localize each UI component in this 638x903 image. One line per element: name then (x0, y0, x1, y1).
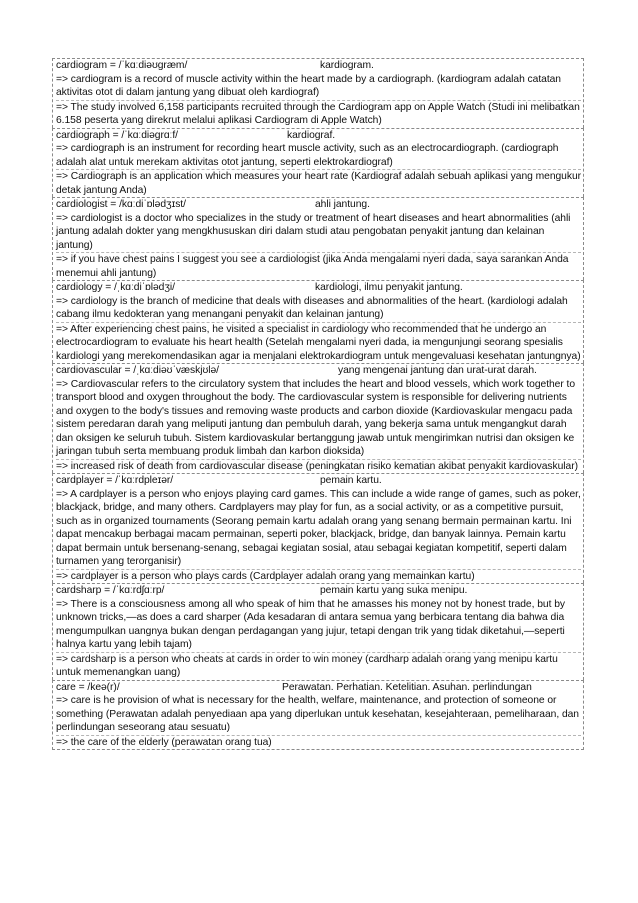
entry-example: => cardiograph is an instrument for recording heart muscle activity, such as an electrocardiograph. (cardiograph adalah alat untuk merekam aktivitas otot jantung, seperti elektrokardiograf) (56, 143, 559, 168)
entry-example: => Cardiograph is an application which measures your heart rate (Kardiograf adalah sebuah aplikasi yang mengukur detak jantung Anda) (56, 171, 582, 196)
entry-example: => cardiologist is a doctor who specializes in the study or treatment of heart diseases and heart abnormalities (ahli jantung adalah dokter yang mengkhususkan diri dalam studi atau pengobatan penyakit jantung dan kelainan jantung) (56, 212, 571, 251)
entry-example: => cardiology is the branch of medicine that deals with diseases and abnormalities of the heart. (kardiologi adalah cabang ilmu kedokteran yang menangani penyakit dan kelainan jantung) (56, 295, 568, 320)
entry-header (56, 198, 581, 212)
entry-term: cardsharp = /ˈkɑːrdʃɑːrp/ (56, 585, 165, 596)
entry-meaning: ahli jantung. (315, 199, 370, 210)
dictionary-entry (52, 680, 584, 751)
entry-header (56, 129, 581, 143)
entry-example: => the care of the elderly (perawatan orang tua) (56, 735, 581, 750)
entry-term: cardiology = /ˌkɑːdiˈɒlədʒi/ (56, 282, 175, 293)
entry-term: cardiologist = /kɑːdiˈɒlədʒɪst/ (56, 199, 186, 210)
dictionary-entry (52, 197, 584, 280)
dictionary-entry (52, 583, 584, 680)
entry-example: => care is he provision of what is necessary for the health, welfare, maintenance, and protection of someone or something (Perawatan adalah penyediaan apa yang diperlukan untuk kesehatan, kesejahteraan, pemeliharaan, dan perlindungan seseorang atau sesuatu) (56, 695, 579, 733)
entry-example: => A cardplayer is a person who enjoys playing card games. This can include a wide range of games, such as poker, blackjack, bridge, and many others. Cardplayers may play for fun, as a social activity, or as a competitive pursuit, such as in organized tournaments (Seorang pemain kartu adalah orang yang senang bermain permainan kartu. Ini dapat mencakup berbagai macam permainan, seperti poker, blackjack, bridge, dan banyak lainnya. Pemain kartu dapat bermain untuk bersenang-senang, sebagai kegiatan sosial, atau sebagai kegiatan kompetitif, seperti dalam turnamen yang terorganisir) (56, 488, 581, 567)
entry-example: => After experiencing chest pains, he visited a specialist in cardiology who recommended that he undergo an electrocardiogram to evaluate his heart health (Setelah mengalami nyeri dada, ia mengunjungi seorang spesialis kardiologi yang merekomendasikan agar ia menjalani elektrokardiogram untuk mengevaluasi kesehatan jantungnya) (56, 323, 581, 362)
dictionary-entry (52, 58, 584, 128)
dictionary-entry (52, 473, 584, 583)
dictionary-entry (52, 363, 584, 473)
entry-example: => There is a consciousness among all who speak of him that he amasses his money not by honest trade, but by unknown tricks,—as does a card sharper (Ada kesadaran di antara semua yang berbicara tentang dia bahwa dia mengumpulkan uangnya bukan dengan perdagangan yang jujur, tetapi dengan trik yang tidak diketahui,—seperti halnya kartu yang lebih tajam) (56, 598, 565, 650)
entry-meaning: kardiologi, ilmu penyakit jantung. (315, 282, 463, 293)
entry-header (56, 364, 581, 378)
entry-example: => cardplayer is a person who plays cards (Cardplayer adalah orang yang memainkan kartu) (56, 569, 581, 584)
entry-meaning: kardiogram. (320, 60, 374, 71)
entry-meaning: pemain kartu. (320, 475, 382, 486)
entry-header (56, 584, 581, 598)
entry-header (56, 474, 581, 488)
entry-example: => cardiogram is a record of muscle activity within the heart made by a cardiograph. (kardiogram adalah catatan aktivitas otot di dalam jantung yang dibuat oleh kardiograf) (56, 73, 561, 98)
entry-meaning: pemain kartu yang suka menipu. (320, 585, 468, 596)
entry-header (56, 59, 581, 73)
entry-term: cardiograph = /ˈkɑːdiəɡrɑːf/ (56, 129, 178, 141)
entry-meaning: yang mengenai jantung dan urat-urat darah. (338, 365, 537, 376)
entry-term: cardplayer = /ˈkɑːrdpleɪər/ (56, 475, 174, 486)
entry-example: => cardsharp is a person who cheats at cards in order to win money (cardharp adalah orang yang menipu kartu untuk memenangkan uang) (56, 652, 581, 680)
entry-example: => if you have chest pains I suggest you see a cardiologist (jika Anda mengalami nyeri dada, saya sarankan Anda menemui ahli jantung) (56, 252, 581, 280)
entry-header (56, 281, 581, 295)
dictionary-entry (52, 128, 584, 198)
entry-header (56, 681, 581, 695)
entry-meaning: kardiograf. (287, 129, 336, 141)
entry-meaning: Perawatan. Perhatian. Ketelitian. Asuhan. perlindungan (282, 681, 532, 693)
entry-term: care = /keə(r)/ (56, 681, 120, 693)
dictionary-entry (52, 280, 584, 363)
entry-list (52, 58, 584, 750)
dictionary-page (52, 58, 584, 750)
entry-term: cardiovascular = /ˌkɑːdiəʊˈvæskjʊlə/ (56, 365, 219, 376)
entry-term: cardiogram = /ˈkɑːdiəʊɡræm/ (56, 60, 188, 71)
entry-example: => The study involved 6,158 participants recruited through the Cardiogram app on Apple Watch (Studi ini melibatkan 6.158 peserta yang direkrut melalui aplikasi Cardiogram di Apple Watch) (56, 101, 580, 126)
entry-example: => increased risk of death from cardiovascular disease (peningkatan risiko kematian akibat penyakit kardiovaskular) (56, 459, 581, 474)
entry-example: => Cardiovascular refers to the circulatory system that includes the heart and blood vessels, which work together to transport blood and oxygen throughout the body. The cardiovascular system is responsible for delivering nutrients and oxygen to the body's tissues and removing waste products and carbon dioxide (Kardiovaskular mengacu pada sistem peredaran darah yang meliputi jantung dan pembuluh darah, yang bekerja sama untuk mengangkut darah dan oksigen ke seluruh tubuh. Sistem kardiovaskular bertanggung jawab untuk mengirimkan nutrisi dan oksigen ke jaringan tubuh serta membuang produk limbah dan karbon dioksida) (56, 378, 576, 457)
